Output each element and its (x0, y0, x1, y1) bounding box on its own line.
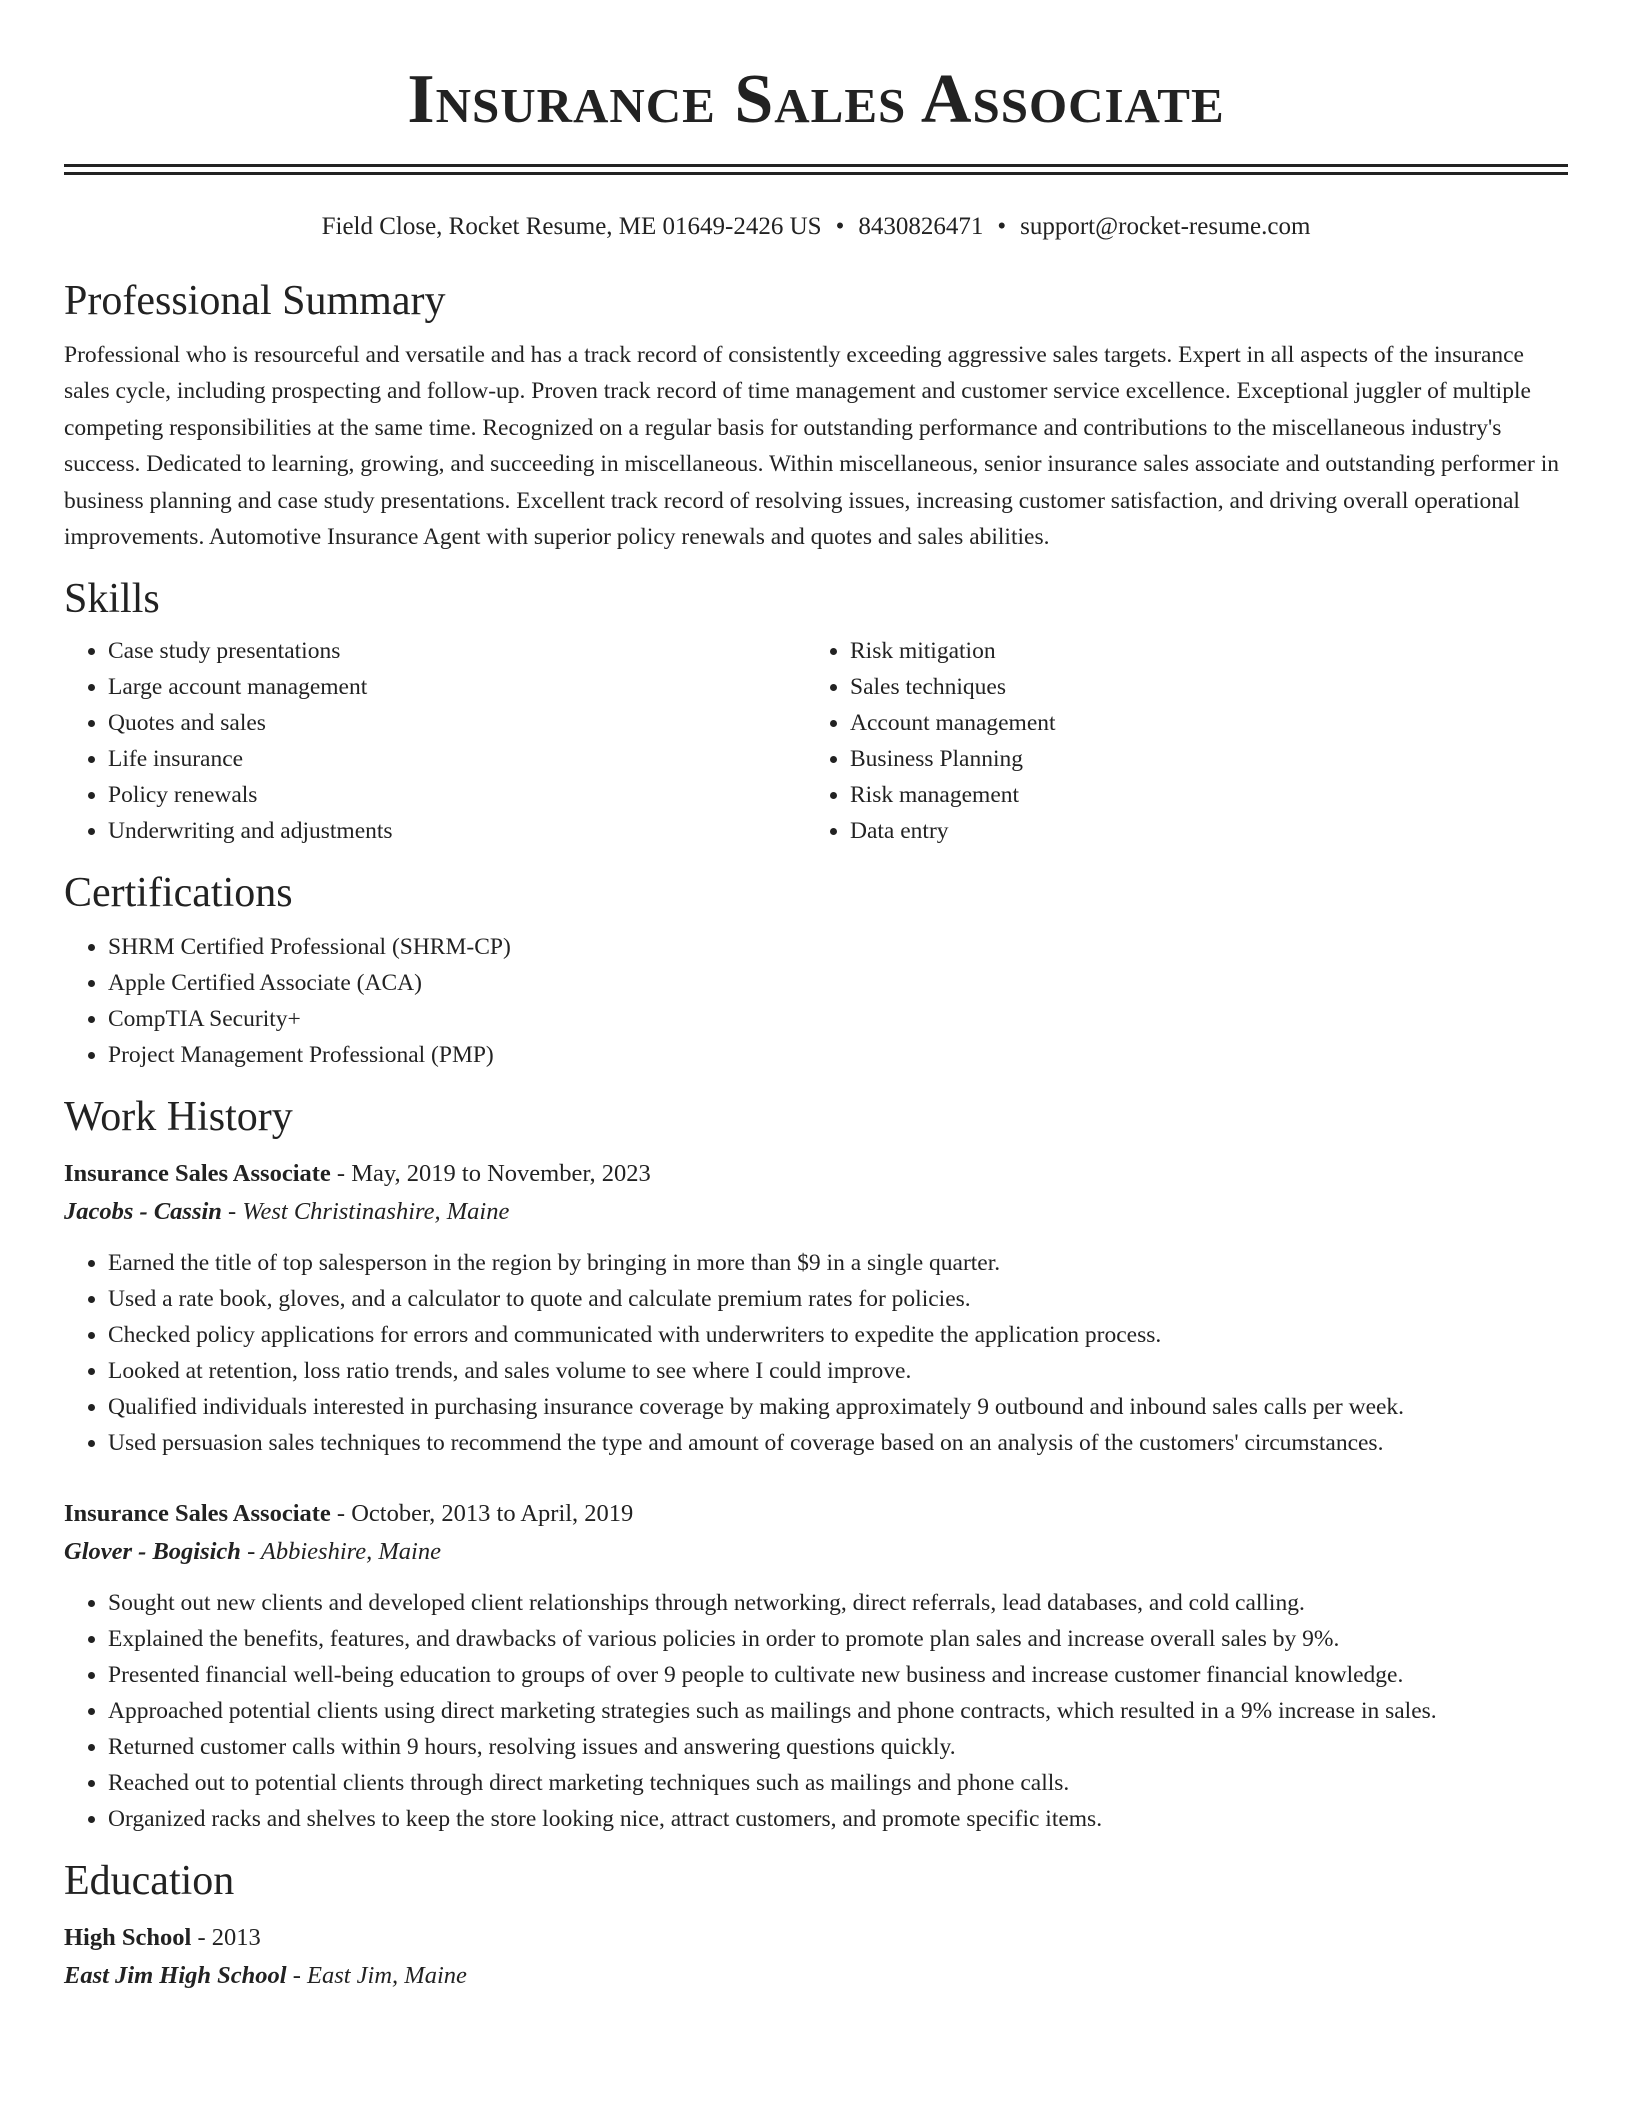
job-duty-item: • Used persuasion sales techniques to recommend the type and amount of coverage based on an analysis of the customers' circumstances. (108, 1425, 1568, 1461)
education-year: - 2013 (191, 1924, 261, 1952)
contact-phone: 8430826471 (858, 213, 984, 240)
contact-line (64, 211, 1568, 243)
job-duty-item: • Presented financial well-being education to groups of over 9 people to cultivate new business and increase customer financial knowledge. (108, 1657, 1568, 1693)
skill-item: • Life insurance (108, 741, 806, 777)
skill-item: • Risk management (850, 777, 1548, 813)
job-duties-list (64, 1585, 1568, 1837)
skill-item: • Policy renewals (108, 777, 806, 813)
summary-text: Professional who is resourceful and versatile and has a track record of consistently exceeding aggressive sales targets. Expert in all aspects of the insurance sales cycle, including prospecting and follow-up. Proven track record of time management and customer service excellence. Exceptional juggler of multiple competing responsibilities at the same time. Recognized on a regular basis for outstanding performance and contributions to the miscellaneous industry's success. Dedicated to learning, growing, and succeeding in miscellaneous. Within miscellaneous, senior insurance sales associate and outstanding performer in business planning and case study presentations. Excellent track record of resolving issues, increasing customer satisfaction, and driving overall operational improvements. Automotive Insurance Agent with superior policy renewals and quotes and sales abilities. (64, 342, 1560, 551)
skills-column-left (64, 633, 806, 849)
skills-column-right (806, 633, 1548, 849)
certification-item: • Project Management Professional (PMP) (108, 1037, 1568, 1073)
job-duty-item: • Organized racks and shelves to keep the store looking nice, attract customers, and promote specific items. (108, 1801, 1568, 1837)
education-entry (64, 1919, 1568, 1995)
job-duty-item: • Looked at retention, loss ratio trends, and sales volume to see where I could improve. (108, 1353, 1568, 1389)
certification-item: • Apple Certified Associate (ACA) (108, 965, 1568, 1001)
job-title: Insurance Sales Associate (64, 1500, 331, 1528)
work-history-heading: Work History (64, 1094, 293, 1141)
job-duty-item: • Explained the benefits, features, and drawbacks of various policies in order to promote plan sales and increase overall sales by 9%. (108, 1621, 1568, 1657)
contact-email[interactable]: support@rocket-resume.com (1020, 213, 1311, 240)
job-duty-item: • Qualified individuals interested in purchasing insurance coverage by making approximately 9 outbound and inbound sales calls per week. (108, 1389, 1568, 1425)
contact-separator: • (997, 213, 1007, 240)
summary-heading: Professional Summary (64, 278, 446, 324)
education-heading: Education (64, 1858, 235, 1905)
job-duties-list (64, 1245, 1568, 1461)
skill-item: • Underwriting and adjustments (108, 813, 806, 849)
skill-item: • Case study presentations (108, 633, 806, 669)
job-title-line (64, 1495, 1568, 1533)
skill-item: • Large account management (108, 669, 806, 705)
education-degree-line (64, 1919, 1568, 1957)
job-entry (64, 1155, 1568, 1461)
job-duty-item: • Used a rate book, gloves, and a calculator to quote and calculate premium rates for policies. (108, 1281, 1568, 1317)
skill-item: • Business Planning (850, 741, 1548, 777)
job-company-line (64, 1193, 1568, 1231)
skill-item: • Data entry (850, 813, 1548, 849)
skill-item: • Quotes and sales (108, 705, 806, 741)
skill-item: • Account management (850, 705, 1548, 741)
skills-heading: Skills (64, 576, 160, 623)
job-company: Jacobs - Cassin (64, 1198, 222, 1226)
contact-separator: • (835, 213, 845, 240)
job-dates: - October, 2013 to April, 2019 (330, 1500, 634, 1528)
job-duty-item: • Sought out new clients and developed client relationships through networking, direct referrals, lead databases, and cold calling. (108, 1585, 1568, 1621)
job-duty-item: • Returned customer calls within 9 hours, resolving issues and answering questions quickly. (108, 1729, 1568, 1765)
job-title: Insurance Sales Associate (64, 1160, 331, 1188)
skill-item: • Risk mitigation (850, 633, 1548, 669)
job-duty-item: • Reached out to potential clients through direct marketing techniques such as mailings and phone calls. (108, 1765, 1568, 1801)
job-location: - Abbieshire, Maine (240, 1538, 441, 1566)
contact-address: Field Close, Rocket Resume, ME 01649-2426 US (321, 213, 822, 240)
job-duty-item: • Approached potential clients using direct marketing strategies such as mailings and phone contracts, which resulted in a 9% increase in sales. (108, 1693, 1568, 1729)
skill-item: • Sales techniques (850, 669, 1548, 705)
job-title-line (64, 1155, 1568, 1193)
certification-item: • SHRM Certified Professional (SHRM-CP) (108, 929, 1568, 965)
education-degree: High School (64, 1924, 192, 1952)
resume-title: Insurance Sales Associate (407, 61, 1225, 138)
job-company-line (64, 1533, 1568, 1571)
education-location: - East Jim, Maine (286, 1962, 467, 1990)
job-duty-item: • Earned the title of top salesperson in the region by bringing in more than $9 in a single quarter. (108, 1245, 1568, 1281)
job-entry (64, 1495, 1568, 1837)
job-dates: - May, 2019 to November, 2023 (330, 1160, 651, 1188)
job-company: Glover - Bogisich (64, 1538, 241, 1566)
job-duty-item: • Checked policy applications for errors and communicated with underwriters to expedite the application process. (108, 1317, 1568, 1353)
certification-item: • CompTIA Security+ (108, 1001, 1568, 1037)
certifications-list (64, 929, 1568, 1073)
skills-list (64, 633, 1568, 849)
education-school-line (64, 1957, 1568, 1995)
title-divider (64, 164, 1568, 175)
job-location: - West Christinashire, Maine (221, 1198, 510, 1226)
education-school: East Jim High School (64, 1962, 287, 1990)
certifications-heading: Certifications (64, 870, 293, 917)
